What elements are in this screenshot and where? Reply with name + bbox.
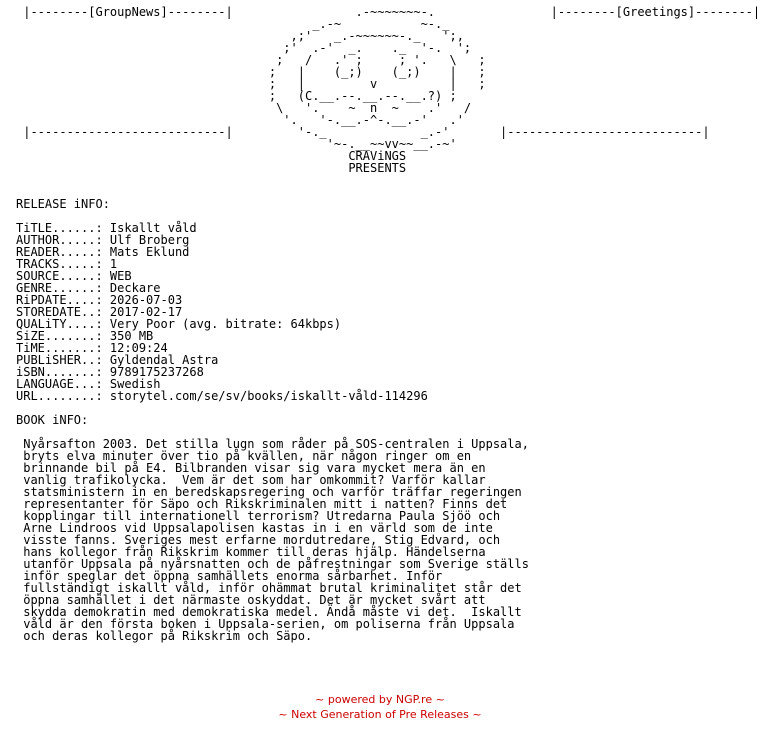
- footer-tagline: ~ Next Generation of Pre Releases ~: [278, 708, 482, 721]
- footer: [0, 692, 760, 722]
- nfo-text: |--------[GroupNews]--------| .-~~~~~~~-. |--------[Greetings]--------| _.-~ ~-._ ,;' _.-~~~~~~-._ ';, ;' .-' _. ._ '-. '; ; / .' ; ; '. \ ; ; | (_;) (_;) | ; ; | v | ; ; (C.__.--.__.--.__.?) ; \ '. ~ n ~ .' / '. '-.__.-^-.__.-' .' |---------------------------| '-._ _.-' |---------------------------| '~-.__~~vv~~__.-~' CRAViNGS PRESENTS RELEASE iNFO: TiTLE......: Iskallt våld AUTHOR.....: Ulf Broberg READER.....: Mats Eklund TRACKS.....: 1 SOURCE.....: WEB GENRE......: Deckare RiPDATE....: 2026-07-03 STOREDATE..: 2017-02-17 QUALiTY....: Very Poor (avg. bitrate: 64kbps) SiZE.......: 350 MB TiME.......: 12:09:24 PUBLiSHER..: Gyldendal Astra iSBN.......: 9789175237268 LANGUAGE...: Swedish URL........: storytel.com/se/sv/books/iskallt-våld-114296 BOOK iNFO: Nyårsafton 2003. Det stilla lugn som råder på SOS-centralen i Uppsala, bryts elva minuter över tio på kvällen, när någon ringer om en brinnande bil på E4. Bilbranden visar sig vara mycket mera än en vanlig trafikolycka. Vem är det som har omkommit? Varför kallar statsministern in en beredskapsregering och varför träffar regeringen representanter för Säpo och Rikskriminalen mitt i natten? Finns det kopplingar till internationell terrorism? Utredarna Paula Sjöö och Arne Lindroos vid Uppsalapolisen kastas in i en värld som de inte visste fanns. Sveriges mest erfarne mordutredare, Stig Edvard, och hans kollegor från Rikskrim kommer till deras hjälp. Händelserna utanför Uppsala på nyårsnatten och de påfrestningar som Sverige ställs inför speglar det öppna samhällets enorma sårbarhet. Inför fullständigt iskallt våld, inför ohämmat brutal kriminalitet står det öppna samhället i det närmaste oskyddat. Det är mycket svårt att skydda demokratin med demokratiska medel. Ändå måste vi det. Iskallt våld är den första boken i Uppsala-serien, om poliserna från Uppsala och deras kollegor på Rikskrim och Säpo.: [16, 5, 760, 643]
- footer-powered-by: ~ powered by NGP.re ~: [315, 693, 445, 706]
